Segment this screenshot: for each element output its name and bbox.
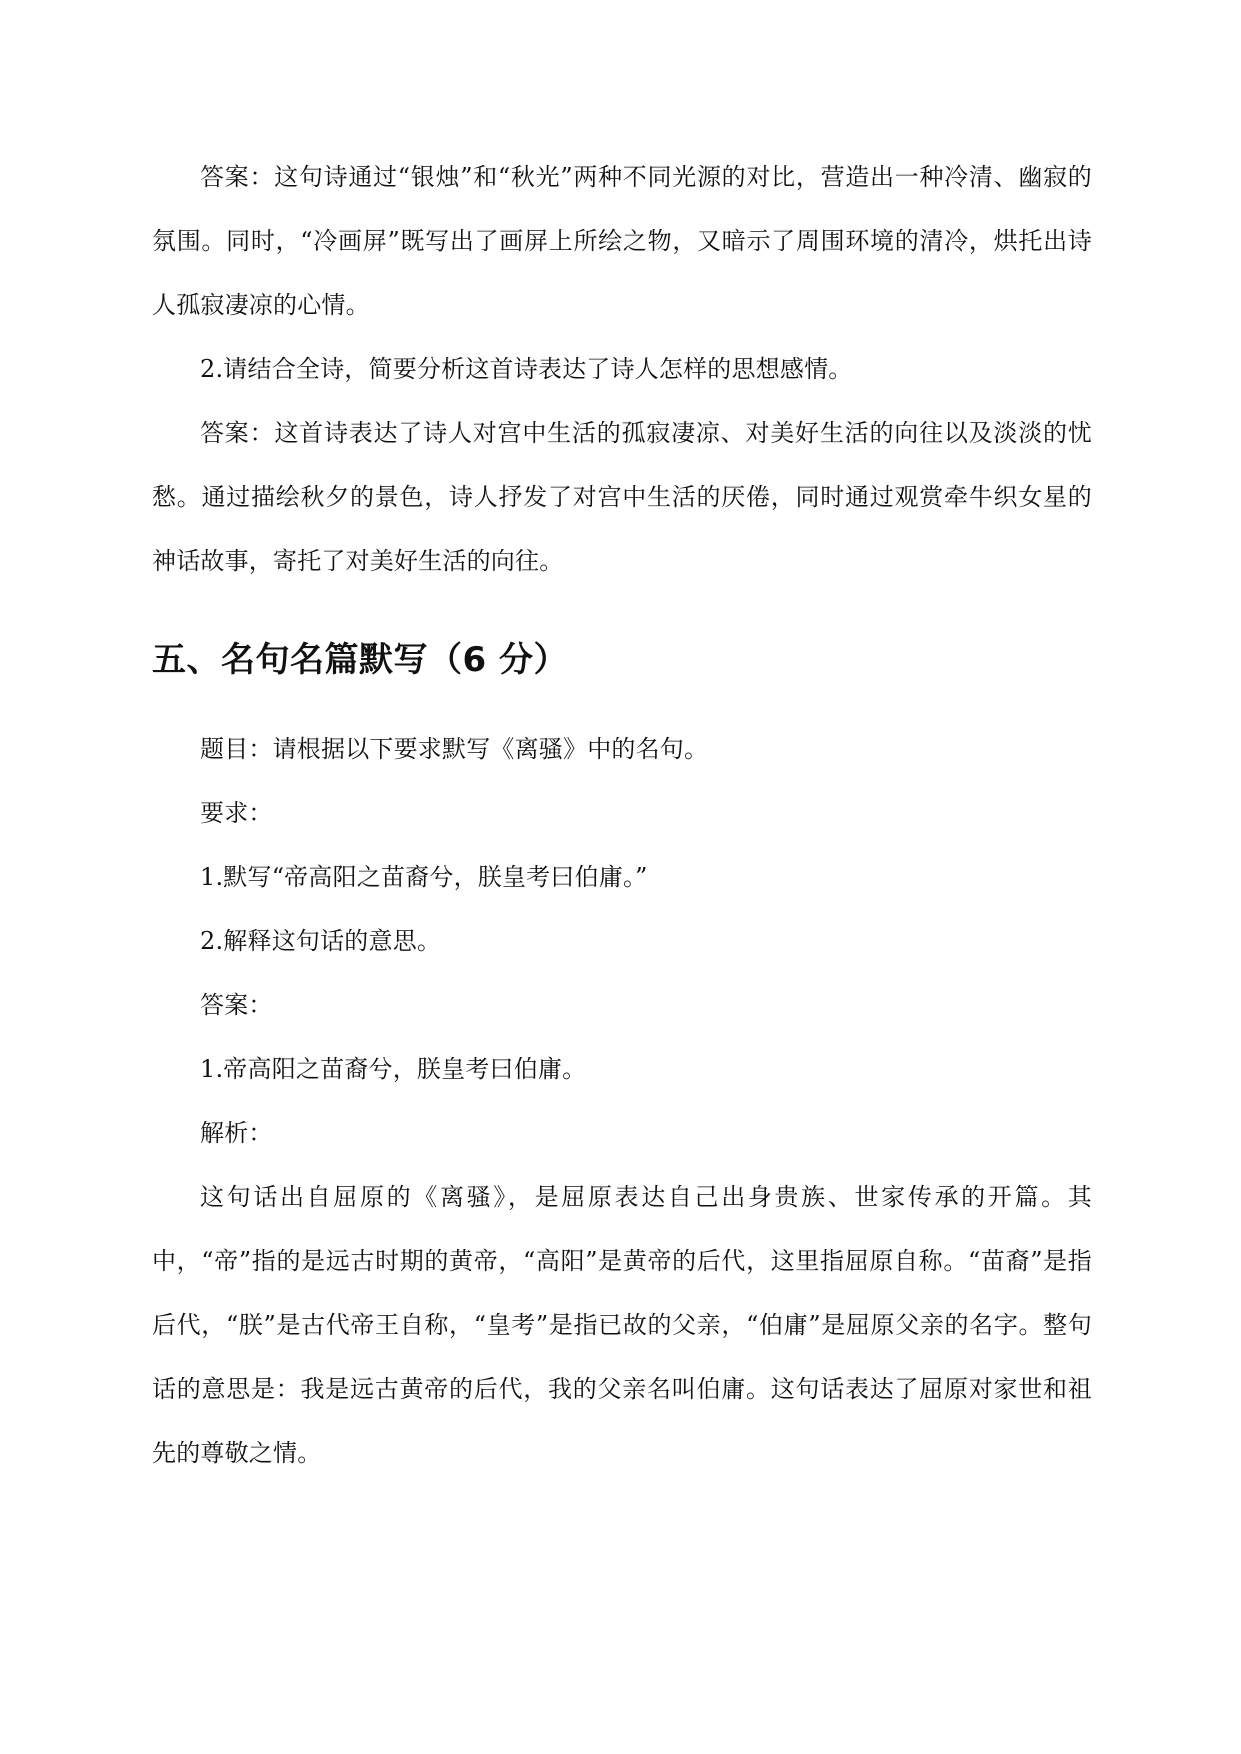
answer-paragraph-2: 答案：这首诗表达了诗人对宫中生活的孤寂凄凉、对美好生活的向往以及淡淡的忧愁。通过描绘秋夕的景色，诗人抒发了对宫中生活的厌倦，同时通过观赏牵牛织女星的神话故事，寄托了对美好生活的向往。 (152, 419, 1092, 575)
question-2: 2.请结合全诗，简要分析这首诗表达了诗人怎样的思想感情。 (200, 355, 853, 383)
requirements-label: 要求： (200, 799, 273, 827)
answer-label: 答案： (200, 991, 273, 1019)
section-five-heading: 五、名句名篇默写（6 分） (152, 640, 568, 680)
analysis-label: 解析： (200, 1119, 273, 1147)
analysis-paragraph: 这句话出自屈原的《离骚》，是屈原表达自己出身贵族、世家传承的开篇。其中，“帝”指的是远古时期的黄帝，“高阳”是黄帝的后代，这里指屈原自称。“苗裔”是指后代，“朕”是古代帝王自称，“皇考”是指已故的父亲，“伯庸”是屈原父亲的名字。整句话的意思是：我是远古黄帝的后代，我的父亲名叫伯庸。这句话表达了屈原对家世和祖先的尊敬之情。 (152, 1183, 1092, 1467)
requirement-1: 1.默写“帝高阳之苗裔兮，朕皇考曰伯庸。” (200, 863, 648, 891)
answer-line-1: 1.帝高阳之苗裔兮，朕皇考曰伯庸。 (200, 1055, 587, 1083)
answer-paragraph-1: 答案：这句诗通过“银烛”和“秋光”两种不同光源的对比，营造出一种冷清、幽寂的氛围。同时，“冷画屏”既写出了画屏上所绘之物，又暗示了周围环境的清冷，烘托出诗人孤寂凄凉的心情。 (152, 163, 1092, 319)
requirement-2: 2.解释这句话的意思。 (200, 927, 442, 955)
question-prompt: 题目：请根据以下要求默写《离骚》中的名句。 (200, 735, 709, 763)
document-content (152, 145, 1092, 1485)
